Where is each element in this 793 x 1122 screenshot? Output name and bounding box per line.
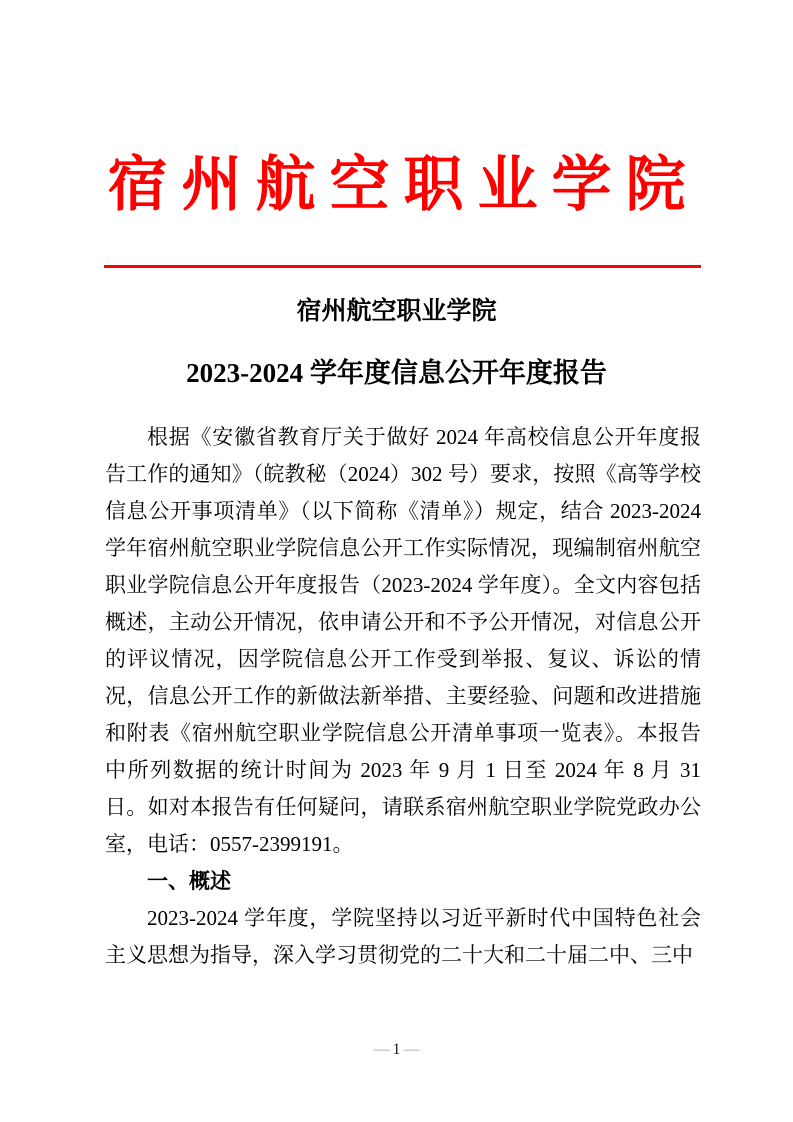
document-body (105, 419, 701, 974)
footer-dash-left: — (373, 1041, 390, 1058)
footer-dash-right: — (403, 1041, 420, 1058)
page-footer (0, 1040, 793, 1060)
footer-page-number: 1 (392, 1041, 401, 1058)
document-title: 2023-2024 学年度信息公开年度报告 (186, 358, 607, 388)
section-1-paragraph: 2023-2024 学年度，学院坚持以习近平新时代中国特色社会主义思想为指导，深入学习贯彻党的二十大和二十届二中、三中 (105, 906, 701, 967)
letterhead-divider-line (104, 265, 701, 268)
document-organization: 宿州航空职业学院 (296, 298, 497, 325)
letterhead-title: 宿州航空职业学院 (107, 152, 700, 218)
intro-paragraph: 根据《安徽省教育厅关于做好 2024 年高校信息公开年度报告工作的通知》（皖教秘（2024）302 号）要求，按照《高等学校信息公开事项清单》（以下简称《清单》）规定，结合 2023-2024 学年宿州航空职业学院信息公开工作实际情况，现编制宿州航空职业学院信息公开年度报告（2023-2024 学年度）。全文内容包括概述，主动公开情况，依申请公开和不予公开情况，对信息公开的评议情况，因学院信息公开工作受到举报、复议、诉讼的情况，信息公开工作的新做法新举措、主要经验、问题和改进措施和附表《宿州航空职业学院信息公开清单事项一览表》。本报告中所列数据的统计时间为 2023 年 9 月 1 日至 2024 年 8 月 31 日。如对本报告有任何疑问，请联系宿州航空职业学院党政办公室，电话：0557-2399191。 (105, 425, 701, 856)
section-1-heading: 一、概述 (147, 870, 231, 893)
